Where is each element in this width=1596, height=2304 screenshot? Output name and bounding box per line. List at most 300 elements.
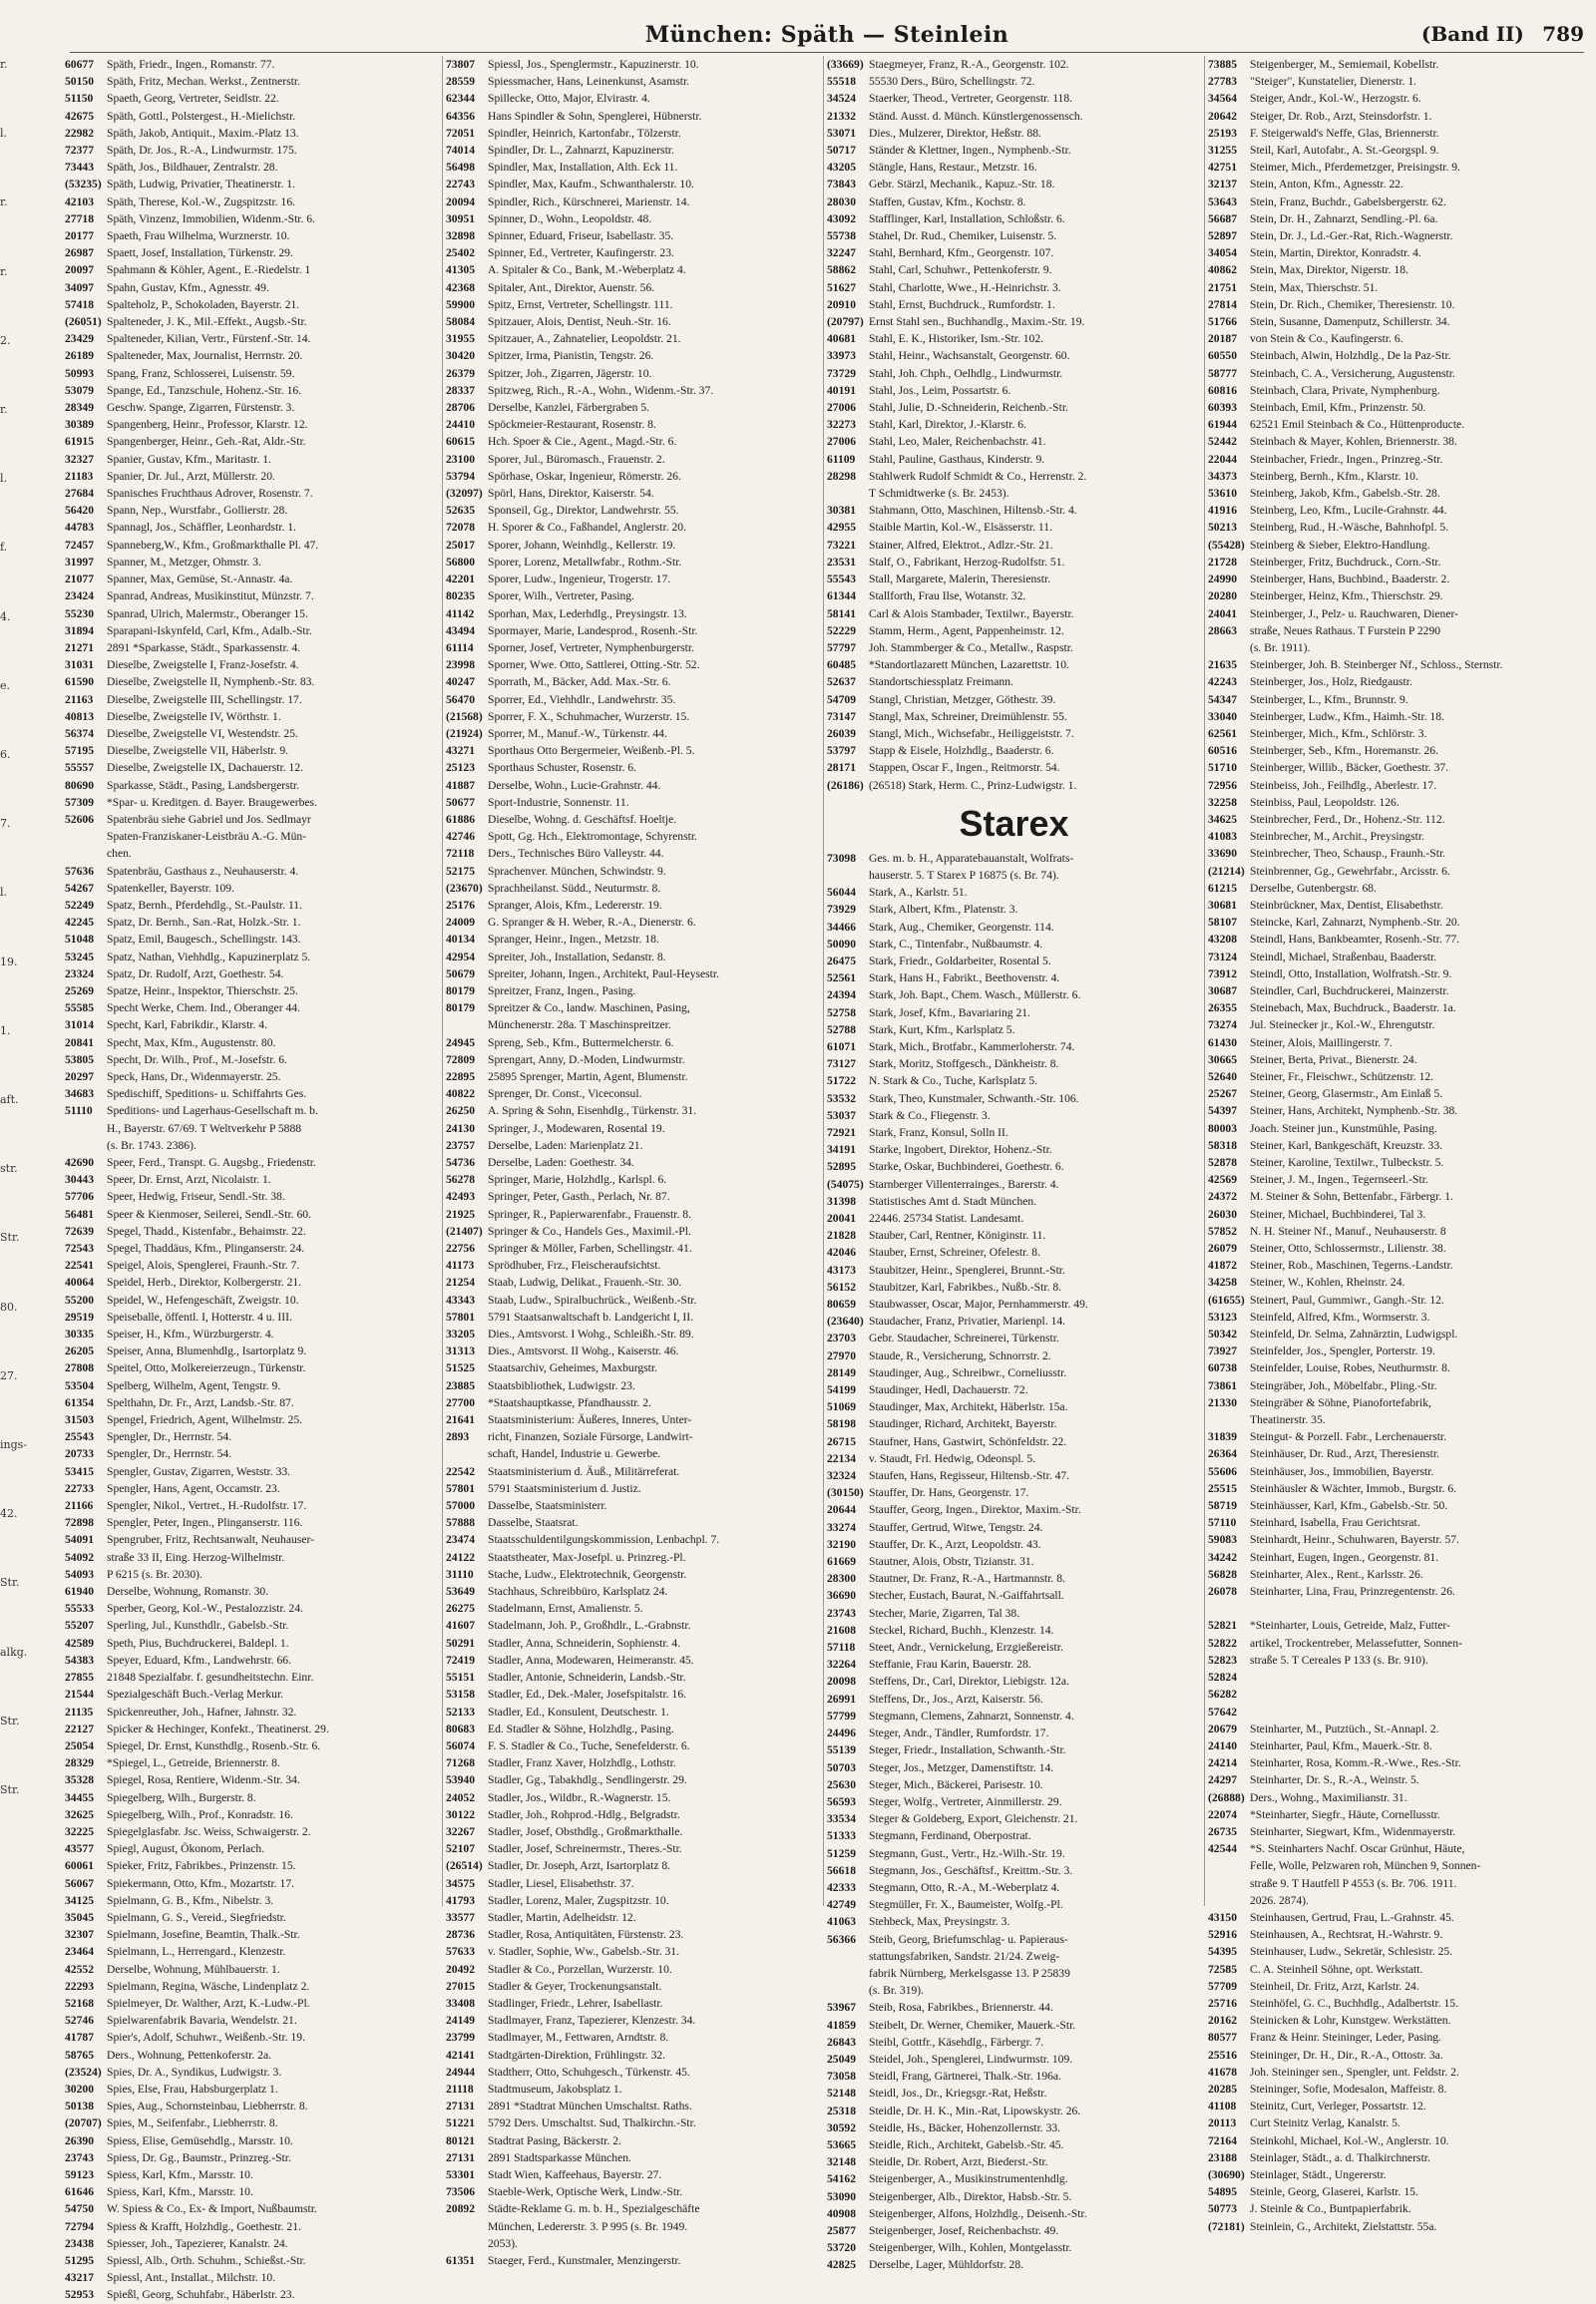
phone-number: 54383 [65, 1653, 94, 1667]
directory-entry [827, 1433, 1201, 1450]
phone-number: 26390 [65, 2133, 94, 2147]
directory-entry [446, 1188, 820, 1205]
entry-text: Steinhausen, Gertrud, Frau, L.-Grahnstr. 45. [1250, 1910, 1454, 1924]
entry-text: chen. [107, 847, 132, 861]
directory-entry [446, 1978, 820, 1995]
entry-text: Spies, Else, Frau, Habsburgerplatz 1. [107, 2082, 278, 2096]
phone-number: 32137 [1208, 178, 1237, 192]
phone-number: 21608 [827, 1623, 856, 1637]
entry-text: Spranger, Alois, Kfm., Ledererstr. 19. [488, 898, 662, 912]
directory-entry [65, 1411, 439, 1428]
entry-text: Sperber, Georg, Kol.-W., Pestalozzistr. 24. [107, 1602, 303, 1616]
entry-text: Spatze, Heinr., Inspektor, Thierschstr. 25. [107, 983, 298, 997]
entry-text: C. A. Steinheil Söhne, opt. Werkstatt. [1250, 1962, 1423, 1976]
phone-number: 55151 [446, 1671, 475, 1685]
directory-entry [65, 1600, 439, 1617]
entry-text: Steinfeld, Alfred, Kfm., Wormserstr. 3. [1250, 1310, 1430, 1324]
phone-number: 56687 [1208, 211, 1237, 225]
entry-text: Steinlein, G., Architekt, Zielstattstr. 55a. [1250, 2219, 1437, 2233]
entry-text: fabrik Nürnberg, Merkelsgasse 13. P 25839 [869, 1966, 1070, 1980]
directory-entry [1208, 1686, 1583, 1703]
page-header [70, 18, 1584, 53]
entry-text: Steger, Wolfg., Vertreter, Ainmillerstr. 29. [869, 1794, 1062, 1808]
directory-entry [65, 554, 439, 571]
margin-fragment: ings- [0, 1438, 28, 1452]
directory-entry [827, 1879, 1201, 1896]
directory-entry [1208, 863, 1583, 880]
directory-entry [65, 382, 439, 399]
directory-entry [65, 2183, 439, 2200]
entry-text: Spindler, Rich., Kürschnerei, Marienstr. 14. [488, 194, 690, 208]
directory-entry [1208, 794, 1583, 811]
phone-number: 58318 [1208, 1138, 1237, 1152]
entry-text: Steinberger, Fritz, Buchdruck., Corn.-Str. [1250, 555, 1441, 569]
phone-number: 24140 [1208, 1738, 1237, 1752]
phone-number: 22982 [65, 126, 94, 140]
phone-number: 56800 [446, 555, 475, 569]
directory-entry [827, 901, 1201, 918]
entry-text: Spickenreuther, Joh., Hafner, Jahnstr. 32. [107, 1705, 297, 1719]
phone-number: 53415 [65, 1464, 94, 1478]
directory-entry [827, 936, 1201, 953]
directory-entry [827, 2119, 1201, 2136]
entry-text: Spange, Ed., Tanzschule, Hohenz.-Str. 16. [107, 383, 302, 397]
entry-text: Spatz, Emil, Baugesch., Schellingstr. 143. [107, 933, 301, 947]
directory-entry [827, 125, 1201, 142]
phone-number: 30200 [65, 2082, 94, 2096]
entry-text: Staudinger, Max, Architekt, Häberlstr. 15a. [869, 1400, 1068, 1414]
phone-number: 28030 [827, 194, 856, 208]
phone-number: 33534 [827, 1812, 856, 1826]
phone-number: 41787 [65, 2031, 94, 2045]
phone-number: 30681 [1208, 898, 1237, 912]
phone-number: 42103 [65, 194, 94, 208]
phone-number: 23703 [827, 1332, 856, 1345]
directory-entry [65, 1721, 439, 1737]
directory-entry [446, 1823, 820, 1840]
directory-entry [65, 2252, 439, 2269]
phone-number: 42552 [65, 1962, 94, 1976]
phone-number: 25017 [446, 538, 475, 552]
entry-text: Spott, Gg. Hch., Elektromontage, Schyrenstr. [488, 830, 697, 844]
directory-entry [446, 2132, 820, 2149]
entry-text: Stegmann, Ferdinand, Oberpostrat. [869, 1829, 1031, 1843]
entry-text: Staerker, Theod., Vertreter, Georgenstr. 118. [869, 92, 1073, 106]
directory-entry [446, 2012, 820, 2029]
directory-entry [446, 433, 820, 450]
entry-text: Stark, Albert, Kfm., Platenstr. 3. [869, 903, 1018, 917]
directory-entry [446, 313, 820, 330]
directory-entry [1208, 2218, 1583, 2235]
directory-entry [827, 1141, 1201, 1158]
phone-number: 20841 [65, 1035, 94, 1049]
phone-number: 43208 [1208, 933, 1237, 947]
phone-number: 52249 [65, 898, 94, 912]
phone-number: 80121 [446, 2133, 475, 2147]
entry-text: *Standortlazarett München, Lazarettstr. 10. [869, 658, 1069, 672]
entry-text: Späth, Ludwig, Privatier, Theatinerstr. 1. [107, 178, 295, 192]
entry-text: Steinberger, Heinz, Kfm., Thierschstr. 29. [1250, 589, 1443, 603]
phone-number: 32327 [65, 452, 94, 466]
phone-number: 27700 [446, 1395, 475, 1409]
entry-text: Steinberger, Hans, Buchbind., Baaderstr. 2. [1250, 573, 1450, 586]
directory-entry [65, 1943, 439, 1960]
entry-text: Stauber, Carl, Rentner, Königinstr. 11. [869, 1229, 1046, 1243]
phone-number: 51766 [1208, 315, 1237, 329]
entry-text: Steinlager, Städt., a. d. Thalkirchnerstr. [1250, 2150, 1430, 2164]
phone-number: 33690 [1208, 847, 1237, 861]
directory-entry [65, 1428, 439, 1445]
directory-entry [446, 142, 820, 159]
directory-entry [827, 1793, 1201, 1810]
directory-entry [827, 451, 1201, 468]
directory-entry [1208, 244, 1583, 261]
phone-number: 61669 [827, 1555, 856, 1569]
entry-text: Stadlmayer, Franz, Tapezierer, Klenzestr. 34. [488, 2014, 696, 2028]
phone-number: 27808 [65, 1361, 94, 1375]
entry-text: Stein, Dr. Rich., Chemiker, Theresienstr. 10. [1250, 297, 1455, 311]
directory-entry [65, 1051, 439, 1068]
directory-entry [446, 1737, 820, 1754]
phone-number: 73861 [1208, 1378, 1237, 1392]
directory-entry [446, 1600, 820, 1617]
entry-text: 55530 Ders., Büro, Schellingstr. 72. [869, 75, 1035, 89]
directory-entry [446, 897, 820, 914]
margin-fragment: l. [0, 886, 8, 900]
phone-number: 56374 [65, 726, 94, 740]
directory-entry [1208, 519, 1583, 536]
directory-entry [827, 2239, 1201, 2256]
entry-text: Steidl, Frang, Gärtnerei, Thalk.-Str. 196a. [869, 2070, 1061, 2084]
entry-text: Stark, Josef, Kfm., Bavariaring 21. [869, 1005, 1030, 1019]
phone-number: 21254 [446, 1276, 475, 1290]
directory-entry [827, 1244, 1201, 1261]
entry-text: hauserstr. 5. T Starex P 16875 (s. Br. 74). [869, 868, 1059, 882]
directory-entry [446, 1926, 820, 1943]
entry-text: Stark, C., Tintenfabr., Nußbaumstr. 4. [869, 937, 1043, 951]
directory-entry [65, 159, 439, 176]
directory-entry [1208, 673, 1583, 690]
phone-number: 61886 [446, 812, 475, 826]
directory-entry [446, 1274, 820, 1291]
entry-text: Steigenberger, Josef, Reichenbachstr. 49. [869, 2223, 1059, 2237]
directory-entry [1208, 56, 1583, 73]
directory-entry [1208, 1771, 1583, 1788]
phone-number: 58084 [446, 315, 475, 329]
directory-entry [65, 1531, 439, 1548]
phone-number: 53158 [446, 1688, 475, 1702]
phone-number: 26078 [1208, 1585, 1237, 1599]
margin-fragment: Str. [0, 1714, 20, 1728]
phone-number: 52823 [1208, 1653, 1237, 1667]
phone-number: 22733 [65, 1481, 94, 1495]
phone-number: 51221 [446, 2116, 475, 2130]
entry-text: Staudinger, Richard, Architekt, Bayerstr. [869, 1417, 1057, 1431]
phone-number: 51259 [827, 1846, 856, 1860]
phone-number: 50703 [827, 1760, 856, 1774]
phone-number: 34054 [1208, 246, 1237, 260]
directory-entry [827, 691, 1201, 708]
margin-fragment: r. [0, 403, 8, 417]
entry-text: Spahn, Gustav, Kfm., Agnesstr. 49. [107, 280, 269, 294]
entry-text: Derselbe, Laden: Goethestr. 34. [488, 1156, 634, 1169]
directory-entry [1208, 708, 1583, 725]
directory-entry [1208, 1789, 1583, 1806]
directory-entry [446, 1359, 820, 1376]
entry-text: Stadler, Antonie, Schneiderin, Landsb.-Str. [488, 1671, 686, 1685]
phone-number: (21407) [446, 1224, 483, 1238]
phone-number: 28337 [446, 383, 475, 397]
phone-number: 53940 [446, 1773, 475, 1787]
phone-number: 23324 [65, 966, 94, 980]
directory-entry [827, 1124, 1201, 1141]
directory-entry [446, 1085, 820, 1102]
phone-number: 42493 [446, 1190, 475, 1204]
directory-entry [1208, 433, 1583, 450]
phone-number: 23885 [446, 1378, 475, 1392]
entry-text: Stauffer, Gertrud, Witwe, Tengstr. 24. [869, 1520, 1043, 1534]
entry-text: Steinbrecher, Ferd., Dr., Hohenz.-Str. 112. [1250, 812, 1445, 826]
entry-text: Steinharter, Paul, Kfm., Mauerk.-Str. 8. [1250, 1738, 1432, 1752]
directory-entry [446, 880, 820, 897]
entry-text: Spaeth, Frau Wilhelma, Wurznerstr. 10. [107, 229, 290, 243]
phone-number: 55533 [65, 1602, 94, 1616]
entry-text: Sporer, Ludw., Ingenieur, Trogerstr. 17. [488, 573, 671, 586]
phone-number: 51525 [446, 1361, 475, 1375]
phone-number: 72585 [1208, 1962, 1237, 1976]
phone-number: 25267 [1208, 1087, 1237, 1101]
directory-entry [1208, 1292, 1583, 1309]
directory-entry [827, 56, 1201, 73]
entry-text: Stadlinger, Friedr., Lehrer, Isabellastr. [488, 1996, 663, 2010]
phone-number: 40681 [827, 332, 856, 346]
phone-number: 21751 [1208, 280, 1237, 294]
entry-text: Dieselbe, Zweigstelle IX, Dachauerstr. 12. [107, 761, 304, 775]
entry-text: (s. Br. 319). [869, 1984, 925, 1998]
entry-text: Spießl, Georg, Schuhfabr., Häberlstr. 23. [107, 2288, 295, 2302]
phone-number: 25269 [65, 983, 94, 997]
entry-text: Spreitzer, Franz, Ingen., Pasing. [488, 983, 636, 997]
phone-number: 24297 [1208, 1773, 1237, 1787]
entry-text: Derselbe, Wohnung, Romanstr. 30. [107, 1585, 269, 1599]
entry-text: Steinharter, Lina, Frau, Prinzregentenstr. 26. [1250, 1585, 1455, 1599]
phone-number: 40191 [827, 383, 856, 397]
phone-number: 21163 [65, 692, 94, 706]
phone-number: 54397 [1208, 1104, 1237, 1118]
directory-entry [65, 931, 439, 948]
directory-entry [65, 1102, 439, 1119]
directory-entry [1208, 108, 1583, 125]
entry-text: Speer, Ferd., Transpt. G. Augsbg., Friedenstr. [107, 1156, 316, 1169]
directory-entry [1208, 227, 1583, 244]
entry-text: Speidel, W., Hefengeschäft, Zweigstr. 10. [107, 1293, 299, 1307]
directory-columns [62, 56, 1588, 2302]
entry-text: Spinner, Eduard, Friseur, Isabellastr. 35. [488, 229, 674, 243]
entry-text: Staatsbibliothek, Ludwigstr. 23. [488, 1378, 635, 1392]
directory-entry [1208, 1583, 1583, 1600]
phone-number: 55585 [65, 1001, 94, 1015]
entry-text: Spindler, Max, Installation, Alth. Eck 11. [488, 161, 678, 175]
phone-number: 23424 [65, 589, 94, 603]
directory-entry [1208, 1154, 1583, 1171]
phone-number: 21728 [1208, 555, 1237, 569]
entry-text: Steindler, Carl, Buchdruckerei, Mainzerstr. [1250, 983, 1449, 997]
phone-number: 57636 [65, 864, 94, 878]
entry-text: Spitzweg, Rich., R.-A., Wohn., Widenm.-Str. 37. [488, 383, 714, 397]
directory-entry [65, 1171, 439, 1188]
directory-entry [65, 982, 439, 999]
phone-number: 54093 [65, 1567, 94, 1581]
directory-entry [827, 1536, 1201, 1553]
entry-text: Spier's, Adolf, Schuhwr., Weißenb.-Str. 19. [107, 2031, 305, 2045]
phone-number: 40064 [65, 1276, 94, 1290]
directory-entry [1208, 1359, 1583, 1376]
entry-text: Steiner, Georg, Glasermstr., Am Einlaß 5. [1250, 1087, 1443, 1101]
directory-entry [446, 1943, 820, 1960]
directory-entry [1208, 1875, 1583, 1892]
phone-number: 57799 [827, 1709, 856, 1723]
phone-number: 25193 [1208, 126, 1237, 140]
entry-text: Steinberger, Jos., Holz, Riedgaustr. [1250, 675, 1412, 689]
entry-text: Speth, Pius, Buchdruckerei, Baldepl. 1. [107, 1636, 289, 1650]
phone-number: 50679 [446, 966, 475, 980]
entry-text: Spangenberg, Heinr., Professor, Klarstr. 12. [107, 418, 308, 432]
phone-number: 24410 [446, 418, 475, 432]
phone-number: 53665 [827, 2137, 856, 2151]
directory-entry [65, 1394, 439, 1411]
entry-text: Springer, R., Papierwarenfabr., Frauenstr. 8. [488, 1207, 691, 1221]
directory-entry [1208, 1463, 1583, 1480]
phone-number: 40822 [446, 1087, 475, 1101]
entry-text: Statistisches Amt d. Stadt München. [869, 1194, 1037, 1208]
phone-number: 53090 [827, 2189, 856, 2203]
directory-entry [446, 725, 820, 742]
directory-entry [827, 1639, 1201, 1656]
entry-text: Stamm, Herm., Agent, Pappenheimstr. 12. [869, 623, 1064, 637]
directory-entry [65, 1309, 439, 1326]
directory-entry [65, 845, 439, 862]
directory-entry [65, 2114, 439, 2131]
phone-number: 42333 [827, 1880, 856, 1894]
directory-entry [827, 742, 1201, 759]
entry-text: Speidel, Herb., Direktor, Kolbergerstr. 21. [107, 1276, 302, 1290]
phone-number: 52133 [446, 1705, 475, 1719]
directory-entry [65, 485, 439, 502]
phone-number: 25877 [827, 2223, 856, 2237]
directory-entry [827, 2136, 1201, 2153]
entry-text: Sport-Industrie, Sonnenstr. 11. [488, 795, 629, 809]
phone-number: 61944 [1208, 418, 1237, 432]
phone-number: 21544 [65, 1688, 94, 1702]
directory-entry [446, 1411, 820, 1428]
phone-number: 23100 [446, 452, 475, 466]
directory-entry [65, 537, 439, 554]
directory-entry [827, 382, 1201, 399]
directory-entry [1208, 554, 1583, 571]
phone-number: 41916 [1208, 504, 1237, 518]
directory-entry [446, 1171, 820, 1188]
phone-number: 31110 [446, 1567, 474, 1581]
entry-text: Steffens, Dr., Carl, Direktor, Liebigstr. 12a. [869, 1675, 1069, 1689]
phone-number: 28706 [446, 401, 475, 415]
entry-text: Steinicken & Lohr, Kunstgew. Werkstätten. [1250, 2014, 1451, 2028]
entry-text: Spengler, Peter, Ingen., Plinganserstr. 116. [107, 1516, 303, 1530]
entry-text: Sporner, Wwe. Otto, Sattlerei, Otting.-Str. 52. [488, 658, 700, 672]
phone-number: 53071 [827, 126, 856, 140]
entry-text: Steinberg, Leo, Kfm., Lucile-Grahnstr. 44. [1250, 504, 1447, 518]
entry-text: Steinfelder, Louise, Robes, Neuthurmstr. 8. [1250, 1361, 1450, 1375]
entry-text: Steingräber & Söhne, Pianofortefabrik, [1250, 1395, 1431, 1409]
entry-text: Spiessl, Alb., Orth. Schuhm., Schießst.-Str. [107, 2254, 306, 2267]
phone-number: 23474 [446, 1533, 475, 1547]
entry-text: Stadelmann, Ernst, Amalienstr. 5. [488, 1602, 643, 1616]
directory-entry [1208, 330, 1583, 347]
phone-number: 26250 [446, 1104, 475, 1118]
entry-text: Spinner, Ed., Vertreter, Kaufingerstr. 23. [488, 246, 674, 260]
entry-text: Jul. Steinecker jr., Kol.-W., Ehrengutstr. [1250, 1018, 1435, 1032]
phone-number: 52878 [1208, 1156, 1237, 1169]
directory-entry [446, 777, 820, 794]
entry-text: Stadler, Gg., Tabakhdlg., Sendlingerstr. 29. [488, 1773, 687, 1787]
directory-entry [446, 451, 820, 468]
directory-entry [1208, 210, 1583, 227]
directory-entry [446, 56, 820, 73]
entry-text: Stache, Ludw., Elektrotechnik, Georgenstr. [488, 1567, 687, 1581]
entry-text: straße 9. T Hautfell P 4553 (s. Br. 706. 1911. [1250, 1876, 1457, 1890]
entry-text: Stadler, Ed., Konsulent, Deutschestr. 1. [488, 1705, 669, 1719]
entry-text: Sporer, Johann, Weinhdlg., Kellerstr. 19. [488, 538, 676, 552]
directory-entry [1208, 605, 1583, 622]
directory-entry [446, 416, 820, 433]
entry-text: Sporrer, Ed., Viehhdlr., Landwehrstr. 35. [488, 692, 676, 706]
entry-text: Stein, Franz, Buchdr., Gabelsbergerstr. 62. [1250, 194, 1446, 208]
directory-entry [1208, 2029, 1583, 2046]
margin-fragment: l. [0, 472, 8, 486]
directory-entry [1208, 1120, 1583, 1137]
phone-number: 50090 [827, 937, 856, 951]
phone-number: 43271 [446, 744, 475, 758]
phone-number: 72921 [827, 1125, 856, 1139]
phone-number: 50717 [827, 144, 856, 158]
phone-number: 26030 [1208, 1207, 1237, 1221]
phone-number: 51048 [65, 933, 94, 947]
entry-text: Steinharter, Siegwart, Kfm., Widenmayerstr. [1250, 1824, 1456, 1838]
directory-entry [65, 605, 439, 622]
directory-entry [1208, 1909, 1583, 1926]
entry-text: Spanrad, Ulrich, Malermstr., Oberanger 15. [107, 606, 308, 620]
directory-entry [1208, 571, 1583, 587]
entry-text: Steinberger, Mich., Kfm., Schlörstr. 3. [1250, 726, 1427, 740]
entry-text: Staufner, Hans, Gastwirt, Schönfeldstr. 22. [869, 1434, 1067, 1448]
phone-number: 26735 [1208, 1824, 1237, 1838]
phone-number: 24009 [446, 916, 475, 930]
entry-text: Steinharter, Alex., Rent., Karlsstr. 26. [1250, 1567, 1423, 1581]
phone-number: 35045 [65, 1910, 94, 1924]
directory-entry [446, 537, 820, 554]
phone-number: 30665 [1208, 1052, 1237, 1066]
phone-number: 20177 [65, 229, 94, 243]
entry-text: Spaten-Franziskaner-Leistbräu A.-G. Mün- [107, 830, 307, 844]
directory-entry [65, 914, 439, 931]
phone-number: 50677 [446, 795, 475, 809]
directory-entry [827, 1313, 1201, 1330]
entry-text: Stein, Max, Thierschstr. 51. [1250, 280, 1379, 294]
phone-number: 58862 [827, 263, 856, 277]
directory-entry [65, 176, 439, 192]
entry-text: Spiegel, Rosa, Rentiere, Widenm.-Str. 34. [107, 1773, 300, 1787]
directory-entry [446, 502, 820, 519]
directory-entry [827, 1279, 1201, 1296]
